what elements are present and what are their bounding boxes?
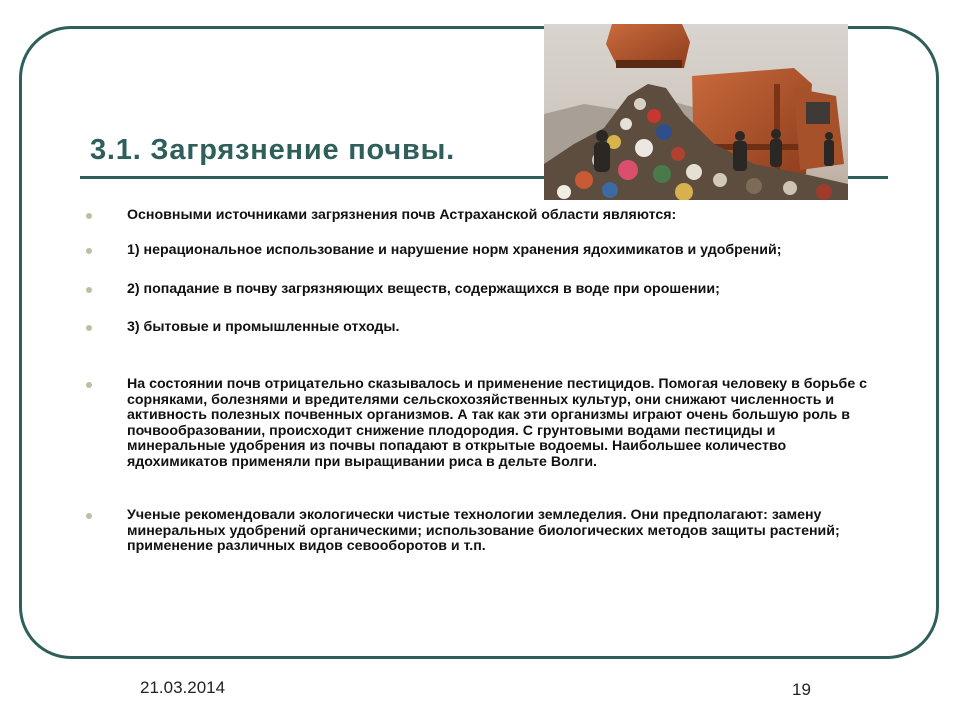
bullet-icon [86, 248, 92, 254]
slide-title: 3.1. Загрязнение почвы. [90, 134, 456, 166]
landfill-photo [544, 24, 848, 200]
bullet-icon [86, 382, 92, 388]
bullet-text: На состоянии почв отрицательно сказывалось и применение пестицидов. Помогая человеку в борьбе с сорняками, болезнями и вредителями сельскохозяйственных культур, они снижают численность и активность полезных почвенных организмов. А так как эти организмы играют очень большую роль в почвообразовании, происходит снижение плодородия. С грунтовыми водами пестициды и минеральные удобрения из почвы попадают в открытые водоемы. Наибольшее количество ядохимикатов применяли при выращивании риса в дельте Волги. [127, 376, 868, 470]
page-number: 19 [792, 680, 811, 699]
bullet-icon [86, 287, 92, 293]
bullet-text: Ученые рекомендовали экологически чистые технологии земледелия. Они предполагают: замену минеральных удобрений органическими; использование биологических методов защиты растений; применение различных видов севооборотов и т.п. [127, 507, 840, 555]
bullet-icon [86, 513, 92, 519]
bullet-text: 2) попадание в почву загрязняющих веществ, содержащихся в воде при орошении; [127, 281, 720, 297]
bullet-icon [86, 325, 92, 331]
bullet-text: Основными источниками загрязнения почв Астраханской области являются: [127, 207, 677, 223]
bullet-icon [86, 213, 92, 219]
bullet-text: 1) нерациональное использование и нарушение норм хранения ядохимикатов и удобрений; [127, 242, 782, 258]
bullet-text: 3) бытовые и промышленные отходы. [127, 319, 400, 335]
footer-date: 21.03.2014 [140, 678, 226, 697]
